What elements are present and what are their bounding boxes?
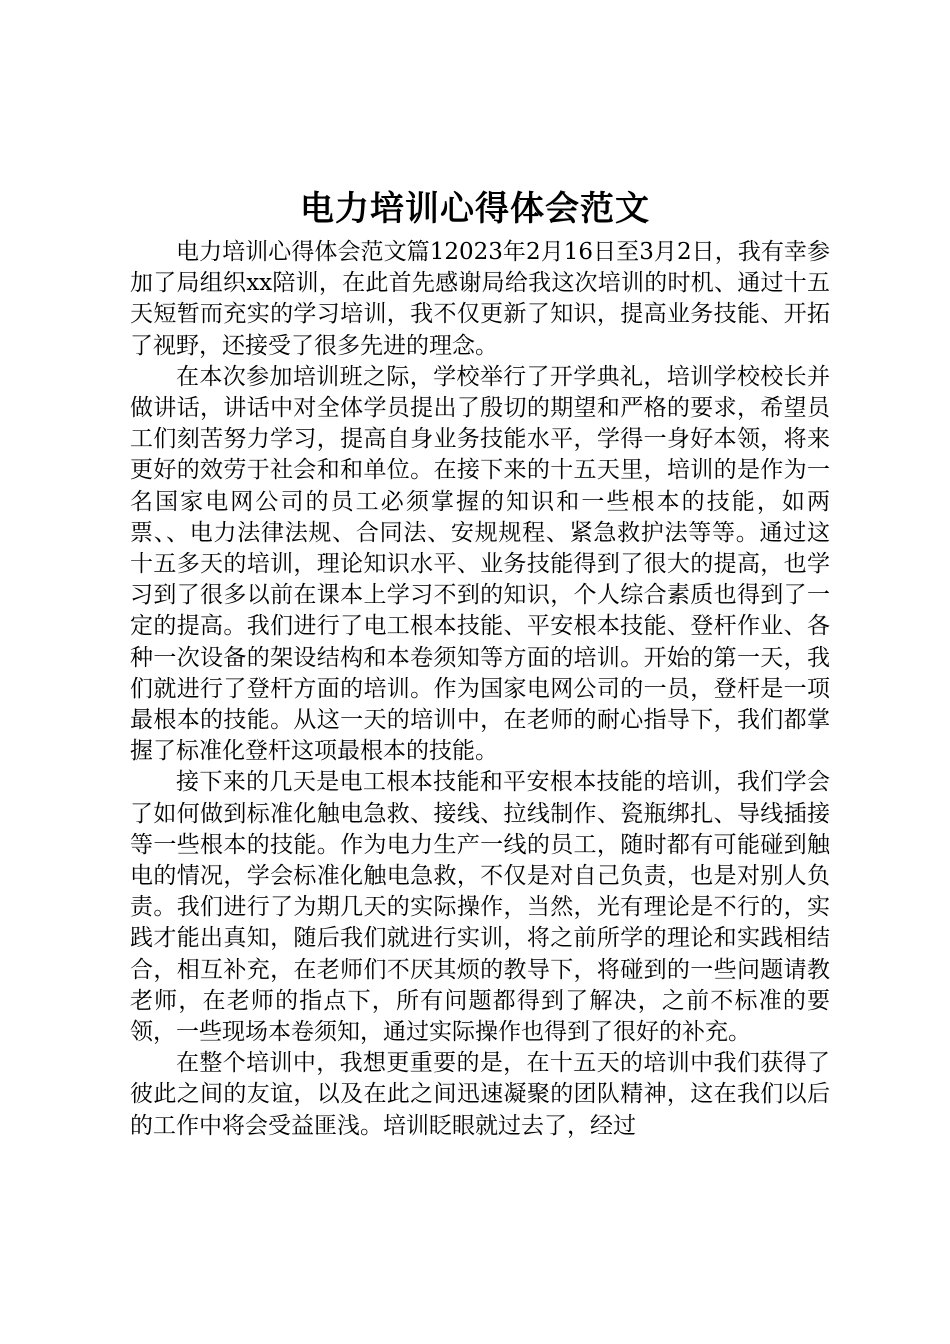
paragraph-2: 在本次参加培训班之际，学校举行了开学典礼，培训学校校长并做讲话，讲话中对全体学员提出了殷切的期望和严格的要求，希望员工们刻苦努力学习，提高自身业务技能水平，学得一身好本领，将来更好的效劳于社会和和单位。在接下来的十五天里，培训的是作为一名国家电网公司的员工必须掌握的知识和一些根本的技能，如两票、、电力法律法规、合同法、安规规程、紧急救护法等等。通过这十五多天的培训，理论知识水平、业务技能得到了很大的提高，也学习到了很多以前在课本上学习不到的知识，个人综合素质也得到了一定的提高。我们进行了电工根本技能、平安根本技能、登杆作业、各种一次设备的架设结构和本卷须知等方面的培训。开始的第一天，我们就进行了登杆方面的培训。作为国家电网公司的一员，登杆是一项最根本的技能。从这一天的培训中，在老师的耐心指导下，我们都掌握了标准化登杆这项最根本的技能。 bbox=[130, 363, 830, 765]
page-title: 电力培训心得体会范文 bbox=[300, 189, 650, 229]
paragraph-3: 接下来的几天是电工根本技能和平安根本技能的培训，我们学会了如何做到标准化触电急救、接线、拉线制作、瓷瓶绑扎、导线插接等一些根本的技能。作为电力生产一线的员工，随时都有可能碰到触电的情况，学会标准化触电急救，不仅是对自己负责，也是对别人负责。我们进行了为期几天的实际操作，当然，光有理论是不行的，实践才能出真知，随后我们就进行实训，将之前所学的理论和实践相结合，相互补充，在老师们不厌其烦的教导下，将碰到的一些问题请教老师，在老师的指点下，所有问题都得到了解决，之前不标准的要领，一些现场本卷须知，通过实际操作也得到了很好的补充。 bbox=[130, 769, 830, 1046]
document-body bbox=[130, 237, 830, 1142]
paragraph-1: 电力培训心得体会范文篇12023年2月16日至3月2日，我有幸参加了局组织xx陪训，在此首先感谢局给我这次培训的时机、通过十五天短暂而充实的学习培训，我不仅更新了知识，提高业务技能、开拓了视野，还接受了很多先进的理念。 bbox=[130, 239, 830, 359]
paragraph-4: 在整个培训中，我想更重要的是，在十五天的培训中我们获得了彼此之间的友谊，以及在此之间迅速凝聚的团队精神，这在我们以后的工作中将会受益匪浅。培训眨眼就过去了，经过 bbox=[130, 1050, 830, 1139]
